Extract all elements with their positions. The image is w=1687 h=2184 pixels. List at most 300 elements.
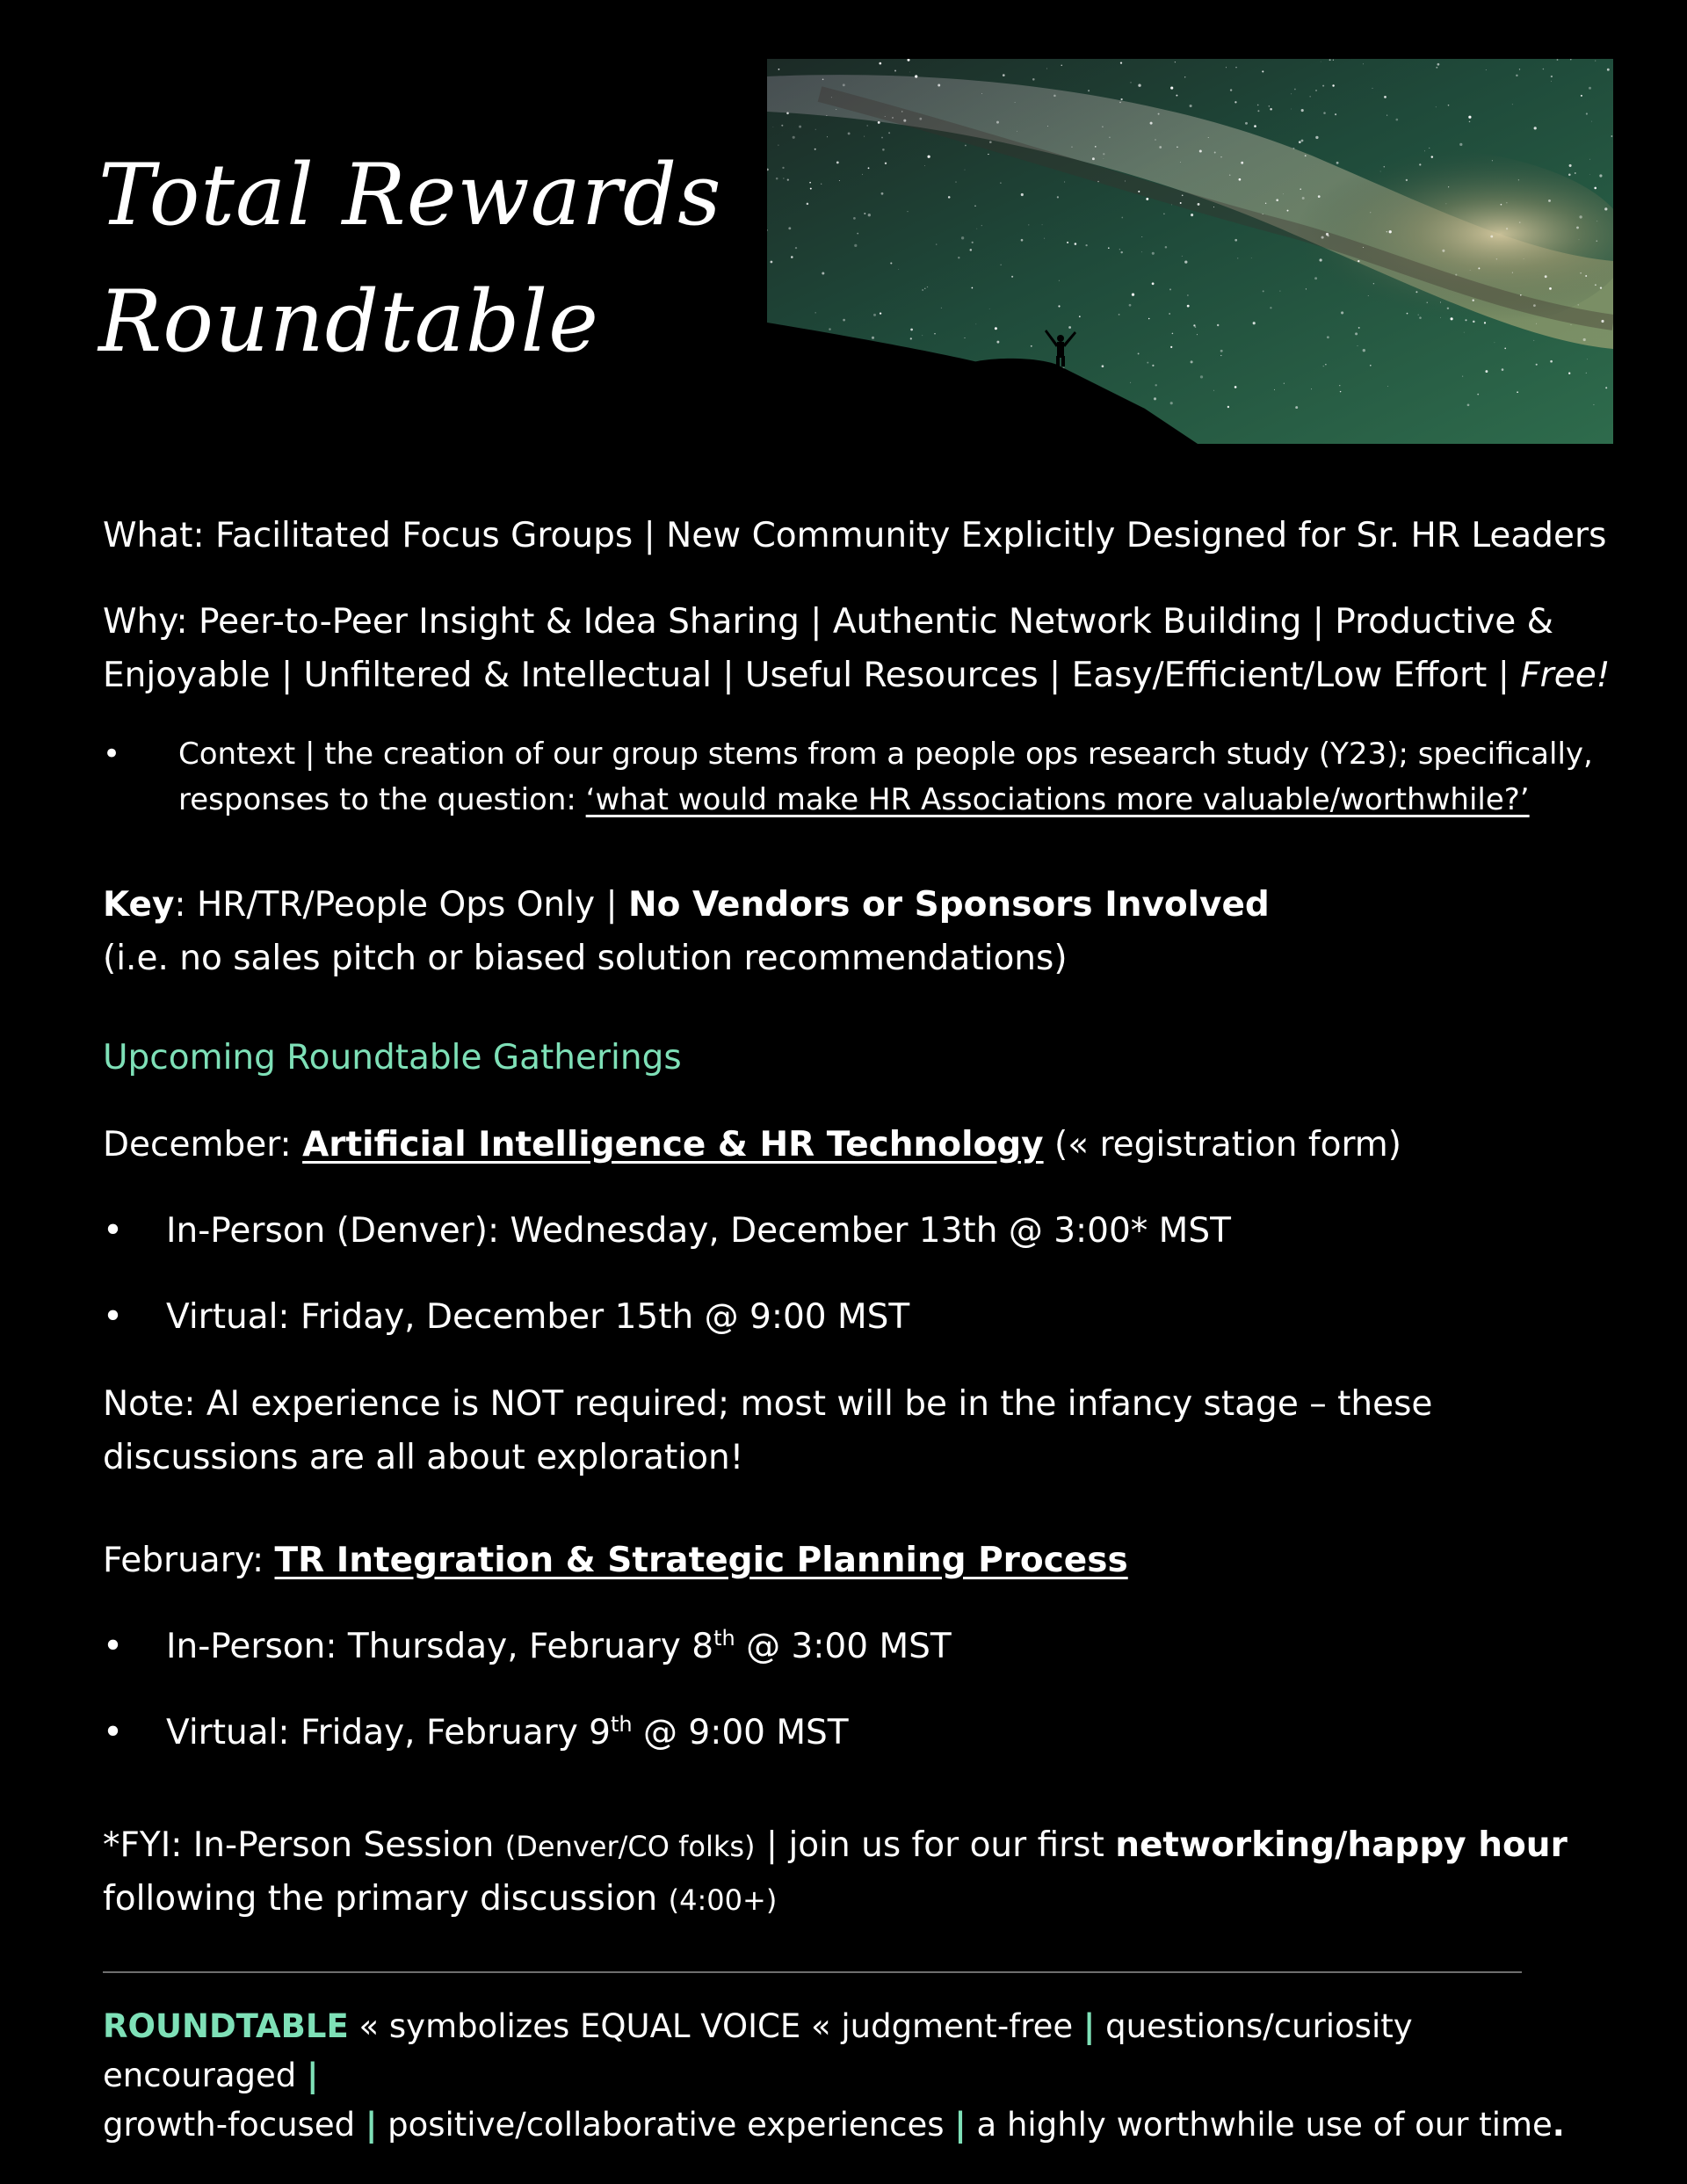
star [1301, 140, 1304, 142]
star [890, 262, 892, 264]
bullet-icon: • [103, 1627, 124, 1666]
star [1187, 294, 1188, 295]
star [1284, 383, 1285, 384]
star [1241, 162, 1243, 164]
star [1129, 304, 1132, 307]
star [936, 243, 937, 244]
star [1102, 365, 1104, 367]
star [1270, 108, 1272, 111]
star [882, 149, 885, 151]
star [1239, 178, 1242, 181]
star [1102, 126, 1104, 127]
star [1170, 402, 1173, 404]
star [1152, 365, 1154, 366]
december-virtual-text: Virtual: Friday, December 15th @ 9:00 MST [166, 1297, 910, 1337]
star [1323, 112, 1326, 114]
december-in-person-text: In-Person (Denver): Wednesday, December 13th @ 3:00* MST [166, 1211, 1231, 1251]
star [1389, 230, 1392, 233]
star [1276, 199, 1278, 201]
star [778, 69, 780, 70]
star [1455, 274, 1457, 276]
star [1518, 179, 1519, 180]
star [892, 117, 893, 118]
star [1320, 258, 1322, 261]
star [1318, 195, 1321, 198]
key-label: Key [103, 885, 175, 925]
star [848, 132, 851, 134]
star [843, 83, 845, 86]
star [821, 184, 822, 185]
star [1031, 345, 1032, 347]
star [1217, 324, 1219, 326]
star [1595, 284, 1596, 286]
star [831, 97, 832, 98]
star [1520, 294, 1522, 296]
star [1494, 342, 1495, 343]
star [1234, 101, 1236, 103]
title-line-2: Roundtable [98, 272, 599, 371]
february-virtual-text: Virtual: Friday, February 9th @ 9:00 MST [166, 1712, 849, 1752]
star [1108, 247, 1110, 249]
star [1109, 136, 1111, 138]
star [1119, 249, 1120, 250]
star [1327, 235, 1329, 236]
star [888, 132, 890, 134]
star [1306, 288, 1307, 289]
fyi-line-1: *FYI: In-Person Session (Denver/CO folks) | join us for our first networking/happy hour [103, 1825, 1568, 1865]
star [981, 93, 982, 94]
star [1067, 242, 1068, 243]
star [827, 136, 828, 137]
star [807, 203, 809, 206]
bullet-icon: • [103, 736, 121, 772]
star [822, 78, 824, 80]
star [1551, 81, 1552, 82]
star [1586, 112, 1588, 114]
star [972, 242, 974, 243]
star [1418, 315, 1419, 316]
star [915, 75, 917, 77]
star [1120, 251, 1122, 253]
star [1580, 272, 1582, 274]
star [1516, 75, 1517, 76]
star [1061, 65, 1062, 66]
star [1462, 376, 1463, 377]
fyi-line-2: following the primary discussion (4:00+) [103, 1879, 778, 1919]
star [1504, 348, 1506, 350]
star [1138, 191, 1140, 192]
star [864, 213, 865, 214]
key-note: (i.e. no sales pitch or biased solution recommendations) [103, 939, 1068, 978]
star [1195, 326, 1196, 327]
star [1279, 291, 1280, 292]
star [1169, 288, 1171, 290]
star [1152, 252, 1155, 255]
star [1180, 162, 1181, 163]
star [1068, 326, 1071, 329]
star [1363, 63, 1364, 64]
star [1607, 69, 1610, 71]
star [1092, 157, 1095, 160]
star [795, 247, 797, 249]
star [1339, 385, 1340, 386]
star [903, 120, 906, 122]
star [989, 141, 992, 143]
star [1311, 388, 1312, 389]
star [1079, 316, 1081, 317]
star [1448, 105, 1450, 106]
star [1534, 127, 1537, 129]
star [1473, 321, 1475, 323]
star [868, 214, 871, 216]
star [1419, 163, 1421, 165]
star [793, 136, 795, 139]
star [1254, 125, 1256, 127]
star [853, 217, 856, 220]
star [1262, 70, 1263, 72]
star [1148, 318, 1150, 320]
star [1486, 69, 1487, 70]
star [1545, 275, 1547, 278]
star [1436, 67, 1437, 69]
star [1581, 95, 1582, 97]
star [1549, 287, 1552, 290]
star [1119, 314, 1120, 316]
fyi-small-2: (4:00+) [668, 1883, 778, 1917]
star [1315, 90, 1317, 91]
star [1571, 324, 1572, 325]
star [996, 121, 999, 124]
star [1131, 82, 1132, 83]
star [1295, 406, 1298, 409]
star [1213, 390, 1214, 391]
star [1506, 228, 1508, 229]
star [1011, 276, 1013, 278]
star [975, 323, 976, 324]
february-topic-link[interactable]: TR Integration & Strategic Planning Process [274, 1541, 1128, 1580]
star [1502, 368, 1504, 371]
star [1594, 187, 1596, 190]
star [1327, 336, 1329, 338]
star [1436, 106, 1437, 107]
star [1431, 156, 1433, 157]
star [1305, 155, 1307, 156]
star [1583, 338, 1586, 341]
star [1182, 194, 1184, 196]
star [815, 129, 816, 130]
star [1465, 319, 1466, 321]
page-title [98, 132, 722, 385]
star [866, 125, 867, 126]
star [1570, 59, 1571, 60]
star [786, 112, 789, 115]
star [1003, 74, 1005, 76]
milky-way-icon [767, 59, 1613, 444]
star [1575, 172, 1576, 174]
star [1059, 280, 1060, 281]
upcoming-heading: Upcoming Roundtable Gatherings [103, 1038, 682, 1077]
star [1370, 365, 1372, 366]
star [1263, 290, 1264, 292]
star [1396, 119, 1399, 121]
star [1536, 323, 1537, 324]
star [1589, 159, 1590, 160]
star [1335, 113, 1336, 115]
star [1291, 93, 1292, 94]
star [1372, 88, 1373, 89]
star [788, 227, 791, 229]
star [1150, 122, 1153, 125]
star [1193, 324, 1195, 326]
star [1191, 360, 1193, 363]
star [1596, 240, 1597, 242]
star [1469, 121, 1471, 123]
star [898, 269, 899, 270]
star [1302, 197, 1305, 200]
star [1044, 238, 1045, 239]
star [919, 118, 922, 120]
star [1333, 60, 1334, 61]
december-note: Note: AI experience is NOT required; most will be in the infancy stage – these discussions are all about exploration! [103, 1384, 1433, 1477]
star [878, 121, 880, 124]
star [1419, 316, 1422, 319]
star [1442, 250, 1444, 252]
star [964, 337, 965, 338]
star [901, 111, 903, 112]
star [1406, 179, 1408, 181]
why-paragraph [103, 595, 1614, 702]
star [1485, 370, 1488, 373]
star [974, 206, 975, 207]
star [1384, 166, 1386, 168]
star [1253, 322, 1256, 324]
star [1130, 382, 1131, 383]
star [1015, 102, 1016, 103]
star [1227, 406, 1229, 408]
star [1601, 320, 1604, 323]
key-text: : HR/TR/People Ops Only | [174, 885, 628, 925]
star [1593, 404, 1594, 405]
star [815, 149, 816, 150]
star [924, 165, 925, 166]
star [881, 192, 884, 195]
star [1171, 205, 1172, 206]
divider [103, 1971, 1522, 1973]
star [1473, 300, 1474, 301]
star [948, 196, 951, 199]
star [1229, 175, 1230, 176]
star [857, 233, 858, 235]
star [1180, 202, 1182, 204]
star [1470, 270, 1471, 271]
star [1119, 102, 1120, 103]
star [1468, 116, 1471, 119]
star [1152, 282, 1155, 285]
star [1283, 193, 1284, 194]
star [1235, 67, 1237, 69]
bullet-icon: • [103, 1211, 124, 1251]
star [1579, 239, 1580, 240]
what-line: What: Facilitated Focus Groups | New Community Explicitly Designed for Sr. HR Leaders [103, 516, 1607, 555]
star [1197, 334, 1198, 335]
star [1368, 295, 1369, 296]
footer-statement: ROUNDTABLE « symbolizes EQUAL VOICE « judgment-free | questions/curiosity encouraged | growth-focused | positive/collaborative experiences | a highly worthwhile use of our time. [103, 2007, 1565, 2144]
star [1053, 95, 1056, 98]
star [1325, 364, 1326, 365]
star [1138, 352, 1140, 354]
title-line-1: Total Rewards [98, 146, 722, 244]
star [1407, 313, 1408, 315]
star [1177, 146, 1178, 148]
star [1585, 275, 1587, 277]
star [1496, 258, 1497, 259]
star [1269, 105, 1270, 106]
star [1477, 394, 1479, 395]
star [970, 249, 973, 251]
star [1208, 137, 1209, 138]
star [1576, 227, 1579, 229]
star [1591, 121, 1592, 122]
star [873, 314, 876, 316]
star [965, 145, 967, 147]
star [1097, 181, 1099, 183]
star [1021, 239, 1024, 242]
star [1120, 62, 1122, 63]
star [1589, 174, 1590, 175]
star [922, 289, 923, 290]
star [1141, 236, 1142, 237]
star [1057, 196, 1059, 198]
why-text: Why: Peer-to-Peer Insight & Idea Sharing | Authentic Network Building | Productive & Enjoyable | Unfiltered & Intellectual | Useful Resources | Easy/Efficient/Low Effort | [103, 602, 1554, 695]
star [1579, 215, 1582, 218]
star [1021, 193, 1024, 196]
star [1519, 221, 1521, 223]
star [1440, 302, 1441, 303]
star [1447, 308, 1449, 309]
star [1064, 182, 1065, 183]
star [1220, 350, 1223, 352]
star [1199, 149, 1202, 152]
star [1533, 340, 1534, 341]
star [1165, 246, 1168, 249]
star [1322, 85, 1324, 87]
star [1085, 244, 1087, 246]
star [1611, 135, 1613, 137]
february-in-person-text: In-Person: Thursday, February 8th @ 3:00 MST [166, 1626, 952, 1666]
star [910, 337, 912, 339]
star [880, 312, 881, 314]
star [1125, 181, 1126, 182]
star [822, 272, 824, 274]
star [791, 256, 793, 258]
star [1336, 162, 1339, 164]
star [1230, 89, 1232, 91]
star [885, 163, 887, 164]
star [1568, 174, 1571, 177]
star [1154, 397, 1156, 400]
star [1355, 332, 1358, 335]
star [1159, 146, 1162, 149]
star [1589, 87, 1591, 90]
star [1557, 59, 1559, 61]
star [1600, 287, 1602, 288]
star [1501, 204, 1502, 206]
star [1363, 247, 1364, 248]
star [1484, 322, 1486, 323]
december-topic-link[interactable]: Artificial Intelligence & HR Technology [302, 1125, 1044, 1165]
star [1490, 236, 1493, 238]
star [1358, 327, 1360, 329]
star [1512, 104, 1513, 105]
star [1182, 256, 1183, 257]
star [1234, 239, 1237, 242]
fyi-small-1: (Denver/CO folks) [504, 1830, 756, 1863]
star [771, 261, 773, 264]
star [879, 62, 881, 65]
star [1147, 362, 1148, 364]
star [1042, 224, 1043, 225]
star [1478, 267, 1480, 269]
star [1358, 260, 1359, 262]
star [799, 126, 801, 128]
star [1257, 110, 1259, 112]
star [1191, 214, 1193, 216]
star [1464, 332, 1465, 333]
star [924, 288, 925, 289]
star [1121, 217, 1123, 219]
star [1000, 182, 1002, 184]
star [927, 156, 930, 158]
star [922, 335, 923, 336]
star [1373, 283, 1374, 284]
star [1163, 213, 1165, 214]
star [1257, 105, 1259, 106]
star [1424, 150, 1425, 151]
star [1568, 373, 1570, 374]
star [1492, 160, 1493, 161]
star [1172, 333, 1174, 335]
star [1299, 141, 1301, 143]
star [1551, 76, 1553, 77]
star [1332, 84, 1334, 86]
star [826, 115, 827, 116]
hero-image [767, 59, 1613, 444]
footer-roundtable: ROUNDTABLE [103, 2007, 349, 2045]
star [1270, 307, 1271, 308]
star [1599, 174, 1602, 177]
star [872, 337, 874, 339]
star [1294, 89, 1296, 91]
star [1265, 203, 1266, 204]
star [1427, 302, 1428, 303]
star [1176, 95, 1177, 97]
fyi-bold: networking/happy hour [1115, 1825, 1568, 1865]
star [843, 319, 845, 322]
star [1363, 349, 1365, 352]
star [1605, 387, 1607, 388]
star [829, 328, 830, 330]
star [1075, 243, 1077, 245]
star [1340, 391, 1341, 392]
why-free: Free! [1520, 656, 1611, 695]
star [955, 182, 956, 183]
context-question-link[interactable]: ‘what would make HR Associations more valuable/worthwhile?’ [585, 782, 1530, 817]
star [1028, 224, 1029, 225]
star [782, 167, 784, 169]
star [1415, 291, 1417, 293]
star [1310, 96, 1311, 97]
star [1088, 90, 1090, 91]
